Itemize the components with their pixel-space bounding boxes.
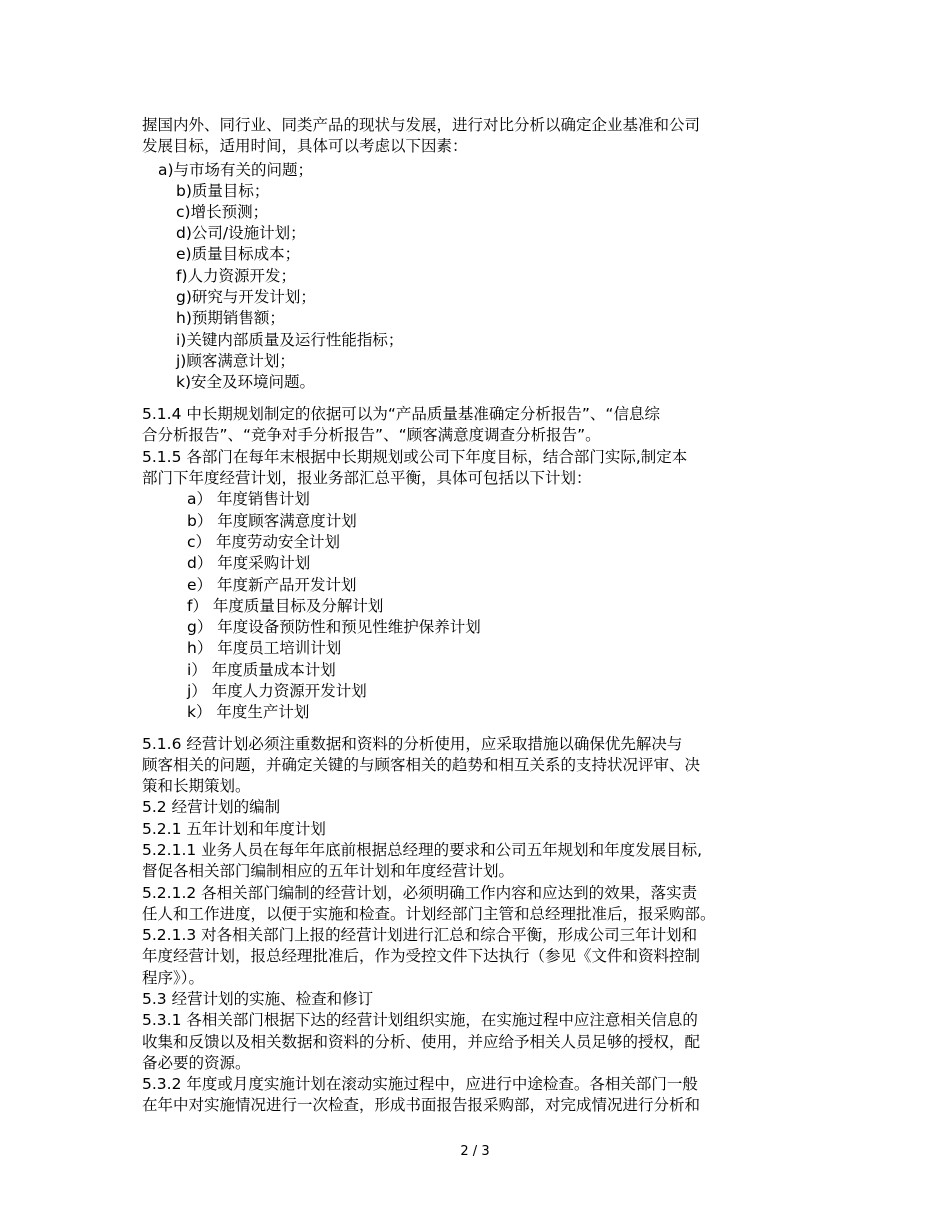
text-line: 策和长期策划。 — [142, 777, 251, 795]
text-line: 5.2.1.3 对各相关部门上报的经营计划进行汇总和综合平衡，形成公司三年计划和 — [142, 926, 698, 944]
subsection-heading: 5.2.1 五年计划和年度计划 — [142, 820, 326, 838]
list-item: j） 年度人力资源开发计划 — [187, 682, 367, 700]
list-item: b） 年度顾客满意度计划 — [187, 512, 357, 530]
text-line: 5.3.1 各相关部门根据下达的经营计划组织实施，在实施过程中应注意相关信息的 — [142, 1011, 698, 1029]
section-heading: 5.3 经营计划的实施、检查和修订 — [142, 990, 374, 1008]
list-item: h） 年度员工培训计划 — [187, 639, 342, 657]
text-line: 督促各相关部门编制相应的五年计划和年度经营计划。 — [142, 862, 515, 880]
list-item: d)公司/设施计划； — [176, 224, 306, 242]
list-item: a） 年度销售计划 — [187, 490, 310, 508]
list-item: i)关键内部质量及运行性能指标； — [176, 331, 404, 349]
text-line: 5.3.2 年度或月度实施计划在滚动实施过程中，应进行中途检查。各相关部门一般 — [142, 1075, 698, 1093]
list-item: d） 年度采购计划 — [187, 554, 311, 572]
text-line: 任人和工作进度，以便于实施和检查。计划经部门主管和总经理批准后，报采购部。 — [142, 905, 716, 923]
text-line: 备必要的资源。 — [142, 1054, 251, 1072]
list-item: c)增长预测； — [176, 203, 269, 221]
list-item: a)与市场有关的问题； — [158, 161, 314, 179]
text-line: 程序》）。 — [142, 969, 205, 987]
text-line: 5.1.6 经营计划必须注重数据和资料的分析使用，应采取措施以确保优先解决与 — [142, 735, 683, 753]
list-item: f)人力资源开发； — [176, 267, 297, 285]
text-line: 5.2.1.2 各相关部门编制的经营计划，必须明确工作内容和应达到的效果，落实责 — [142, 884, 698, 902]
list-item: j)顾客满意计划； — [176, 352, 295, 370]
list-item: g)研究与开发计划； — [176, 288, 316, 306]
text-line: 部门下年度经营计划，报业务部汇总平衡，具体可包括以下计划： — [142, 469, 592, 487]
list-item: c） 年度劳动安全计划 — [187, 533, 340, 551]
text-line: 5.1.4 中长期规划制定的依据可以为“产品质量基准确定分析报告”、“信息综 — [142, 405, 660, 423]
list-item: e)质量目标成本； — [176, 245, 301, 263]
text-line: 握国内外、同行业、同类产品的现状与发展，进行对比分析以确定企业基准和公司 — [142, 116, 701, 134]
text-line: 收集和反馈以及相关数据和资料的分析、使用，并应给予相关人员足够的授权，配 — [142, 1033, 701, 1051]
text-line: 发展目标，适用时间，具体可以考虑以下因素： — [142, 137, 468, 155]
text-line: 5.2.1.1 业务人员在每年年底前根据总经理的要求和公司五年规划和年度发展目标, — [142, 841, 703, 859]
list-item: k） 年度生产计划 — [187, 703, 310, 721]
text-line: 年度经营计划，报总经理批准后，作为受控文件下达执行（参见《文件和资料控制 — [142, 947, 701, 965]
list-item: h)预期销售额； — [176, 309, 285, 327]
page-number: 2 / 3 — [460, 1144, 490, 1159]
list-item: e） 年度新产品开发计划 — [187, 576, 357, 594]
list-item: i） 年度质量成本计划 — [187, 661, 336, 679]
list-item: f） 年度质量目标及分解计划 — [187, 597, 384, 615]
text-line: 在年中对实施情况进行一次检查，形成书面报告报采购部，对完成情况进行分析和 — [142, 1096, 701, 1114]
list-item: k)安全及环境问题。 — [176, 373, 316, 391]
section-heading: 5.2 经营计划的编制 — [142, 798, 281, 816]
text-line: 顾客相关的问题，并确定关键的与顾客相关的趋势和相互关系的支持状况评审、决 — [142, 756, 701, 774]
list-item: g） 年度设备预防性和预见性维护保养计划 — [187, 618, 481, 636]
text-line: 5.1.5 各部门在每年末根据中长期规划或公司下年度目标，结合部门实际,制定本 — [142, 448, 688, 466]
list-item: b)质量目标； — [176, 182, 270, 200]
text-line: 合分析报告”、“竞争对手分析报告”、“顾客满意度调查分析报告”。 — [142, 426, 601, 444]
